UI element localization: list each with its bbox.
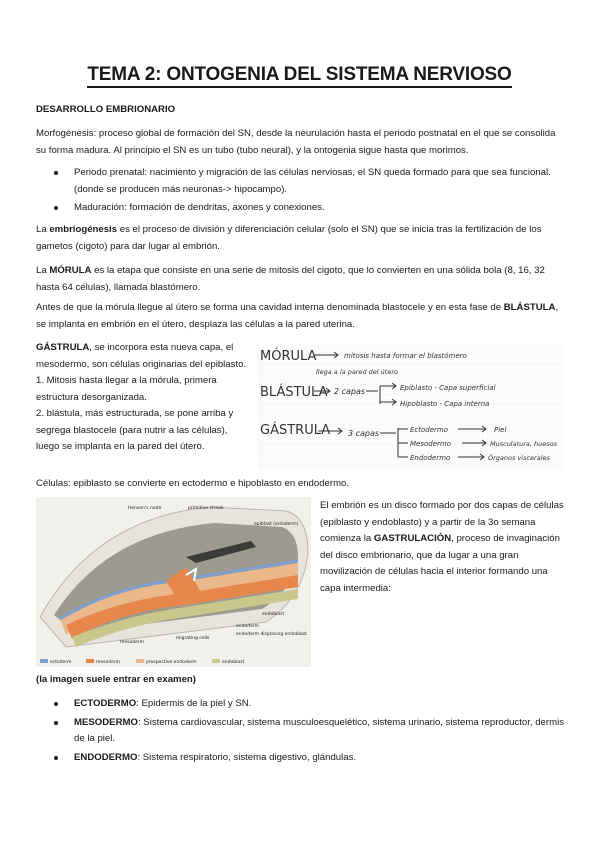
- gastrulation-paragraph: El embrión es un disco formado por dos capas de células (epiblasto y endoblasto) y a partir de la 3o semana comienza la GASTRULACIÓN, proceso de invaginación del disco embrionario, que da lugar a una gran movilización de células hacia el interior formando una capa intermedia:: [320, 500, 564, 594]
- list-item: MESODERMO: Sistema cardiovascular, sistema musculoesquelético, sistema urinario, sistema reproductor, dermis de la piel.: [36, 715, 564, 748]
- section-heading: DESARROLLO EMBRIONARIO: [36, 104, 176, 115]
- hand-morula-note1: mitosis hasta formar el blastómero: [344, 352, 467, 360]
- fig-label-endoblast: endoblast: [262, 612, 285, 617]
- page-title: TEMA 2: ONTOGENIA DEL SISTEMA NERVIOSO: [0, 64, 599, 86]
- morula-paragraph: La MÓRULA es la etapa que consiste en una serie de mitosis del cigoto, que lo convierten en una sólida bola (8, 16, 32 hasta 64 células), llamada blastómero.: [36, 265, 545, 293]
- hand-piel: Piel: [494, 426, 507, 434]
- fig-label-mesoderm: mesoderm: [120, 640, 145, 645]
- layers-list: [36, 696, 564, 766]
- fig-label-hensen: Hensen's node: [128, 506, 162, 511]
- cells-line: Células: epiblasto se convierte en ectodermo e hipoblasto en endodermo.: [36, 478, 350, 489]
- fig-label-epiblast: epiblast (ectoderm): [254, 522, 299, 527]
- hand-gastrula: GÁSTRULA: [260, 423, 331, 438]
- list-item: Maduración: formación de dendritas, axones y conexiones.: [36, 200, 564, 217]
- fig-label-endoderm-disp: endoderm displacing endoblast: [236, 632, 307, 637]
- exam-note: (la imagen suele entrar en examen): [36, 674, 196, 685]
- hand-morula: MÓRULA: [260, 349, 317, 364]
- hand-musculos: Musculatura, huesos: [490, 440, 558, 448]
- list-item: Periodo prenatal: nacimiento y migración de las células nerviosas, el SN queda formado para que sea funcional. (donde se producen más neuronas-> hipocampo).: [36, 165, 564, 198]
- handwritten-notes-image: [258, 344, 563, 470]
- hand-blastula: BLÁSTULA: [260, 385, 328, 400]
- fig-label-migrating: migrating cells: [176, 636, 210, 641]
- hand-epiblasto: Epiblasto - Capa superficial: [400, 384, 496, 392]
- hand-ectodermo: Ectodermo: [410, 426, 449, 434]
- list-item: ECTODERMO: Epidermis de la piel y SN.: [36, 696, 564, 713]
- morfogenesis-paragraph: Morfogénesis: proceso global de formación del SN, desde la neurulación hasta el periodo postnatal en el que se consolida su forma madura. Al principio el SN es un tubo (tubo neural), y la ontogenia sigue hasta que morimos.: [36, 128, 556, 156]
- legend-endoblast: endoblast: [222, 660, 245, 665]
- embriogenesis-paragraph: La embriogénesis es el proceso de división y diferenciación celular (solo el SN) que se inicia tras la fertilización de los gametos (cigoto) para dar lugar al embrión.: [36, 224, 542, 252]
- legend-prospective: prospective endoderm: [146, 660, 197, 665]
- gastrulation-diagram-image: [36, 497, 311, 667]
- hand-gastrula-caps: 3 capas: [348, 429, 380, 438]
- gastrula-paragraph: GÁSTRULA, se incorpora esta nueva capa, el mesodermo, son células originarias del epiblasto. 1. Mitosis hasta llegar a la mórula, primera estructura desorganizada. 2. blástula, más estructurada, se pone arriba y segrega blastocele (para nutrir a las células), luego se implanta en la pared del útero.: [36, 342, 247, 452]
- hand-organos: Órganos viscerales: [488, 454, 550, 462]
- list-item: ENDODERMO: Sistema respiratorio, sistema digestivo, glándulas.: [36, 750, 564, 767]
- blastula-paragraph: Antes de que la mórula llegue al útero se forma una cavidad interna denominada blastocele y en esta fase de BLÁSTULA, se implanta en embrión en el útero, desplaza las células a la pared uterina.: [36, 302, 559, 330]
- hand-mesodermo: Mesodermo: [410, 440, 452, 448]
- hand-endodermo: Endodermo: [410, 454, 451, 462]
- legend-ectoderm: ectoderm: [50, 660, 72, 665]
- periods-list: [36, 165, 564, 217]
- hand-hipoblasto: Hipoblasto - Capa interna: [400, 400, 490, 408]
- fig-label-endoderm: endoderm: [236, 624, 260, 629]
- fig-label-streak: primitive streak: [188, 506, 224, 511]
- legend-mesoderm: mesoderm: [96, 660, 121, 665]
- hand-morula-note2: llega a la pared del útero: [316, 368, 398, 376]
- hand-blastula-caps: 2 capas: [334, 387, 366, 396]
